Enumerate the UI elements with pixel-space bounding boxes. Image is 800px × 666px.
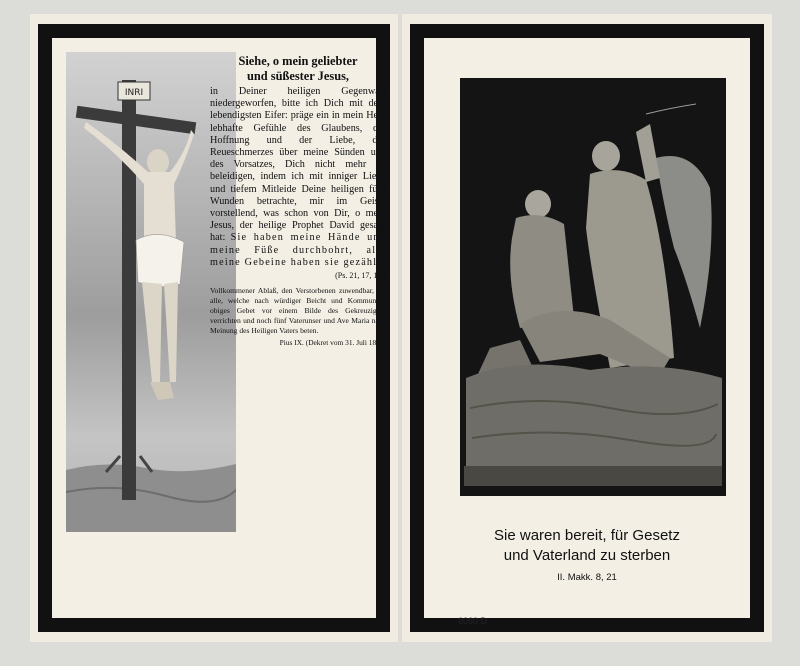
prayer-title (210, 54, 386, 84)
psalm-reference: (Ps. 21, 17, 18.) (335, 271, 386, 281)
prayer-title-line-1: Siehe, o mein geliebter (238, 54, 358, 68)
memorial-caption (444, 526, 730, 583)
right-mourning-border (410, 24, 764, 632)
inri-sign: INRI (124, 88, 144, 98)
caption-line-1: Sie waren bereit, für Gesetz (494, 527, 680, 544)
prayer-text-block (210, 54, 386, 347)
bible-reference: II. Makk. 8, 21 (557, 572, 617, 583)
prayer-quote: Sie haben meine Hände und meine Füße durchbohrt, alle meine Gebeine haben sie gezählt. (210, 232, 387, 268)
right-card-panel (402, 14, 772, 642)
indulgence-text: Vollkommener Ablaß, den Verstorbenen zuwendbar, für alle, welche nach würdiger Beicht und Kommunion obiges Gebet vor einem Bilde des Gekreuzigten verrichten und noch fünf Vaterunser und Ave Maria nach Meinung des Heiligen Vaters beten. (210, 286, 386, 336)
soldier-angel-statue-photo (460, 78, 726, 496)
print-code: 6060 D (458, 616, 488, 626)
left-card-panel (30, 14, 398, 642)
decree-note: Pius IX. (Dekret vom 31. Juli 1858) (279, 338, 386, 348)
left-mourning-border (38, 24, 390, 632)
caption-line-2: und Vaterland zu sterben (503, 547, 671, 564)
prayer-body-text: in Deiner heiligen Gegenwart niedergeworfen, bitte ich Dich mit dem lebendigsten Eifer: präge ein in mein Herz lebhafte Gefühle des Glaubens, der Hoffnung und der Liebe, des Reueschmerzes über meine Sünden und des Vorsatzes, Dich nicht mehr zu beleidigen, indem ich mit inniger Liebe und tiefem Mitleide Deine heiligen fünf Wunden betrachte, mir im Geiste vorstellend, was schon von Dir, o mein Jesus, der heilige Prophet David gesagt hat: (210, 86, 386, 244)
statue-illustration (460, 78, 726, 496)
prayer-body (210, 86, 386, 269)
prayer-title-line-2: und süßester Jesus, (246, 69, 350, 83)
